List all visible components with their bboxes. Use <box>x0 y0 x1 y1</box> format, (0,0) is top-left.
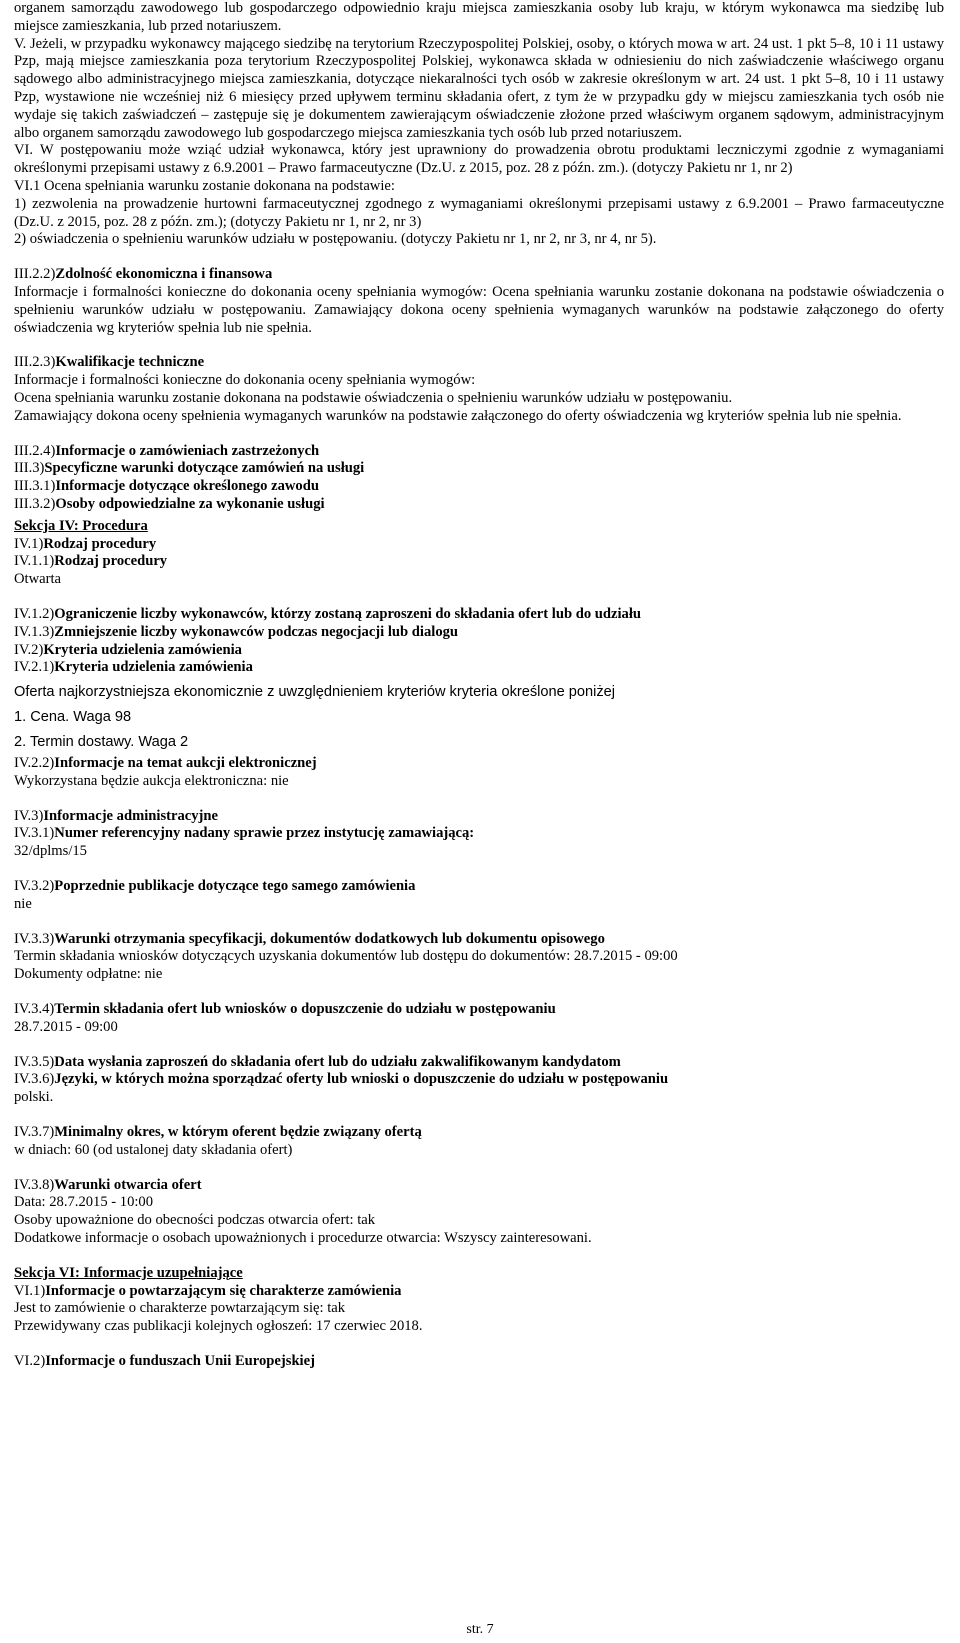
heading-title: Rodzaj procedury <box>43 535 157 552</box>
heading-title: Języki, w których można sporządzać oferty lub wnioski o dopuszczenie do udziału w postępowaniu <box>54 1071 669 1088</box>
heading-title: Ograniczenie liczby wykonawców, którzy zostaną zaproszeni do składania ofert lub do udziału <box>54 605 642 622</box>
heading-procedure-type-detail <box>14 553 944 571</box>
heading-invitation-date <box>14 1054 944 1072</box>
heading-responsible-persons <box>14 496 944 514</box>
heading-number: IV.3.4) <box>14 1001 55 1018</box>
heading-number: IV.3.8) <box>14 1176 55 1193</box>
heading-reserved-contracts <box>14 443 944 461</box>
heading-procedure-type <box>14 536 944 554</box>
heading-specification-conditions <box>14 931 944 949</box>
heading-title: Poprzednie publikacje dotyczące tego samego zamówienia <box>54 878 416 895</box>
reference-number-value: 32/dplms/15 <box>14 843 87 860</box>
next-publication-time: Przewidywany czas publikacji kolejnych ogłoszeń: 17 czerwiec 2018. <box>14 1318 423 1335</box>
page-number: str. 7 <box>466 1622 494 1637</box>
opening-additional-info: Dodatkowe informacje o osobach upoważnionych i procedurze otwarcia: Wszyscy zainteresowani. <box>14 1230 592 1247</box>
heading-award-criteria <box>14 642 944 660</box>
opening-date: Data: 28.7.2015 - 10:00 <box>14 1194 154 1211</box>
heading-title: Informacje o powtarzającym się charakterze zamówienia <box>45 1282 402 1299</box>
previous-publications-value: nie <box>14 895 32 912</box>
specification-deadline: Termin składania wniosków dotyczących uzyskania dokumentów lub dostępu do dokumentów: 28.7.2015 - 09:00 <box>14 948 678 965</box>
heading-number: VI.2) <box>14 1353 46 1370</box>
heading-title: Informacje o zamówieniach zastrzeżonych <box>55 442 320 459</box>
heading-number: IV.3.7) <box>14 1124 55 1141</box>
heading-title: Zdolność ekonomiczna i finansowa <box>55 266 273 283</box>
heading-number: VI.1) <box>14 1282 46 1299</box>
heading-offer-deadline <box>14 1001 944 1019</box>
heading-number: III.2.2) <box>14 266 56 283</box>
heading-title: Rodzaj procedury <box>54 553 168 570</box>
heading-technical-qualifications <box>14 354 944 372</box>
heading-title: Kwalifikacje techniczne <box>55 354 205 371</box>
languages-value: polski. <box>14 1089 54 1106</box>
heading-title: Informacje dotyczące określonego zawodu <box>55 478 319 495</box>
section-6-title: Sekcja VI: Informacje uzupełniające <box>14 1264 243 1281</box>
heading-number: IV.3.5) <box>14 1053 55 1070</box>
heading-repetitive-nature <box>14 1283 944 1301</box>
technical-qualifications-text-2: Ocena spełniania warunku zostanie dokonana na podstawie oświadczenia o spełnieniu warunków udziału w postępowaniu. <box>14 389 733 406</box>
heading-languages <box>14 1071 944 1089</box>
heading-title: Osoby odpowiedzialne za wykonanie usługi <box>55 495 325 512</box>
heading-award-criteria-detail <box>14 659 944 677</box>
heading-opening-conditions <box>14 1177 944 1195</box>
heading-title: Numer referencyjny nadany sprawie przez instytucję zamawiającą: <box>54 825 475 842</box>
heading-reduce-contractors <box>14 624 944 642</box>
heading-number: IV.3.1) <box>14 825 55 842</box>
heading-title: Informacje na temat aukcji elektronicznej <box>54 755 317 772</box>
intro-paragraph-6: 2) oświadczenia o spełnieniu warunków udziału w postępowaniu. (dotyczy Pakietu nr 1, nr 2, nr 3, nr 4, nr 5). <box>14 231 657 248</box>
heading-number: IV.1.3) <box>14 623 55 640</box>
heading-title: Warunki otwarcia ofert <box>54 1176 202 1193</box>
heading-service-conditions <box>14 460 944 478</box>
economic-capacity-text: Informacje i formalności konieczne do dokonania oceny spełniania wymogów: Ocena spełniania warunku zostanie dokonana na podstawie oświadczenia o spełnieniu warunków udziału w postępowaniu. Zamawiający dokona oceny spełnienia wymaganych warunków na podstawie załączonego do oferty oświadczenia wg kryteriów spełnia lub nie spełnia. <box>14 283 944 336</box>
heading-number: III.2.4) <box>14 442 56 459</box>
heading-number: III.2.3) <box>14 354 56 371</box>
heading-administrative-info <box>14 808 944 826</box>
criterion-item: 2. Termin dostawy. Waga 2 <box>14 734 189 751</box>
heading-number: III.3.2) <box>14 495 56 512</box>
heading-title: Termin składania ofert lub wniosków o dopuszczenie do udziału w postępowaniu <box>54 1001 556 1018</box>
section-4-title: Sekcja IV: Procedura <box>14 517 148 534</box>
heading-title: Specyficzne warunki dotyczące zamówień na usługi <box>44 460 365 477</box>
intro-paragraph-1: organem samorządu zawodowego lub gospodarczego odpowiednio kraju miejsca zamieszkania osoby lub kraju, w którym wykonawca ma siedzibę lub miejsce zamieszkania, lub przed notariuszem. <box>14 0 944 34</box>
opening-authorized-persons: Osoby upoważnione do obecności podczas otwarcia ofert: tak <box>14 1212 376 1229</box>
intro-paragraph-5: 1) zezwolenia na prowadzenie hurtowni farmaceutycznej zgodnego z wymaganiami określonymi przepisami ustawy z 6.9.2001 – Prawo farmaceutyczne (Dz.U. z 2015, poz. 28 z późn. zm.); (dotyczy Pakietu nr 1, nr 2, nr 3) <box>14 195 944 230</box>
heading-number: IV.2) <box>14 641 44 658</box>
heading-title: Minimalny okres, w którym oferent będzie związany ofertą <box>54 1124 422 1141</box>
heading-limit-contractors <box>14 606 944 624</box>
heading-number: IV.1.1) <box>14 553 55 570</box>
heading-title: Data wysłania zaproszeń do składania ofert lub do udziału zakwalifikowanym kandydatom <box>54 1053 621 1070</box>
document-content <box>14 0 944 1371</box>
heading-eu-funds <box>14 1353 944 1371</box>
technical-qualifications-text-3: Zamawiający dokona oceny spełnienia wymaganych warunków na podstawie załączonego do oferty oświadczenia wg kryteriów spełnia lub nie spełnia. <box>14 407 902 424</box>
heading-number: IV.1) <box>14 535 44 552</box>
heading-number: IV.3.3) <box>14 930 55 947</box>
heading-title: Kryteria udzielenia zamówienia <box>43 641 242 658</box>
heading-number: IV.3.2) <box>14 878 55 895</box>
heading-number: IV.3.6) <box>14 1071 55 1088</box>
intro-paragraph-4: VI.1 Ocena spełniania warunku zostanie dokonana na podstawie: <box>14 177 395 194</box>
offer-deadline-value: 28.7.2015 - 09:00 <box>14 1018 118 1035</box>
heading-profession-info <box>14 478 944 496</box>
heading-reference-number <box>14 825 944 843</box>
heading-number: III.3.1) <box>14 478 56 495</box>
heading-title: Zmniejszenie liczby wykonawców podczas negocjacji lub dialogu <box>54 623 459 640</box>
heading-binding-period <box>14 1124 944 1142</box>
heading-title: Informacje o funduszach Unii Europejskiej <box>45 1353 315 1370</box>
intro-paragraph-3: VI. W postępowaniu może wziąć udział wykonawca, który jest uprawniony do prowadzenia obrotu produktami leczniczymi zgodnie z wymaganiami określonymi przepisami ustawy z 6.9.2001 – Prawo farmaceutyczne (Dz.U. z 2015, poz. 28 z późn. zm.). (dotyczy Pakietu nr 1, nr 2) <box>14 142 944 177</box>
heading-electronic-auction <box>14 755 944 773</box>
electronic-auction-value: Wykorzystana będzie aukcja elektroniczna: nie <box>14 772 289 789</box>
repetitive-nature-value: Jest to zamówienie o charakterze powtarzającym się: tak <box>14 1300 346 1317</box>
intro-paragraph-2: V. Jeżeli, w przypadku wykonawcy mającego siedzibę na terytorium Rzeczypospolitej Polskiej, osoby, o których mowa w art. 24 ust. 1 pkt 5–8, 10 i 11 ustawy Pzp, mają miejsce zamieszkania poza terytorium Rzeczypospolitej Polskiej, wykonawca składa w odniesieniu do nich zaświadczenie właściwego organu sądowego albo administracyjnego miejsca zamieszkania, dotyczące niekaralności tych osób w zakresie określonym w art. 24 ust. 1 pkt 5–8, 10 i 11 ustawy Pzp, wystawione nie wcześniej niż 6 miesięcy przed upływem terminu składania ofert, z tym że w przypadku gdy w miejscu zamieszkania tych osób nie wydaje się takich zaświadczeń – zastępuje się je dokumentem zawierającym oświadczenie złożone przed właściwym organem sądowym, administracyjnym albo organem samorządu zawodowego lub gospodarczego miejsca zamieszkania tych osób lub przed notariuszem. <box>14 35 944 141</box>
binding-period-value: w dniach: 60 (od ustalonej daty składania ofert) <box>14 1141 293 1158</box>
technical-qualifications-text-1: Informacje i formalności konieczne do dokonania oceny spełniania wymogów: <box>14 372 476 389</box>
heading-title: Kryteria udzielenia zamówienia <box>54 659 253 676</box>
heading-previous-publications <box>14 878 944 896</box>
heading-economic-capacity <box>14 266 944 284</box>
heading-title: Warunki otrzymania specyfikacji, dokumentów dodatkowych lub dokumentu opisowego <box>54 930 605 947</box>
criterion-item: 1. Cena. Waga 98 <box>14 709 132 726</box>
heading-number: IV.3) <box>14 807 44 824</box>
heading-number: IV.2.1) <box>14 659 55 676</box>
heading-number: IV.1.2) <box>14 605 55 622</box>
heading-number: IV.2.2) <box>14 755 55 772</box>
heading-title: Informacje administracyjne <box>43 807 219 824</box>
procedure-type-value: Otwarta <box>14 571 62 588</box>
criteria-intro: Oferta najkorzystniejsza ekonomicznie z uwzględnieniem kryteriów kryteria określone poniżej <box>14 684 616 701</box>
documents-paid: Dokumenty odpłatne: nie <box>14 966 163 983</box>
heading-number: III.3) <box>14 460 45 477</box>
